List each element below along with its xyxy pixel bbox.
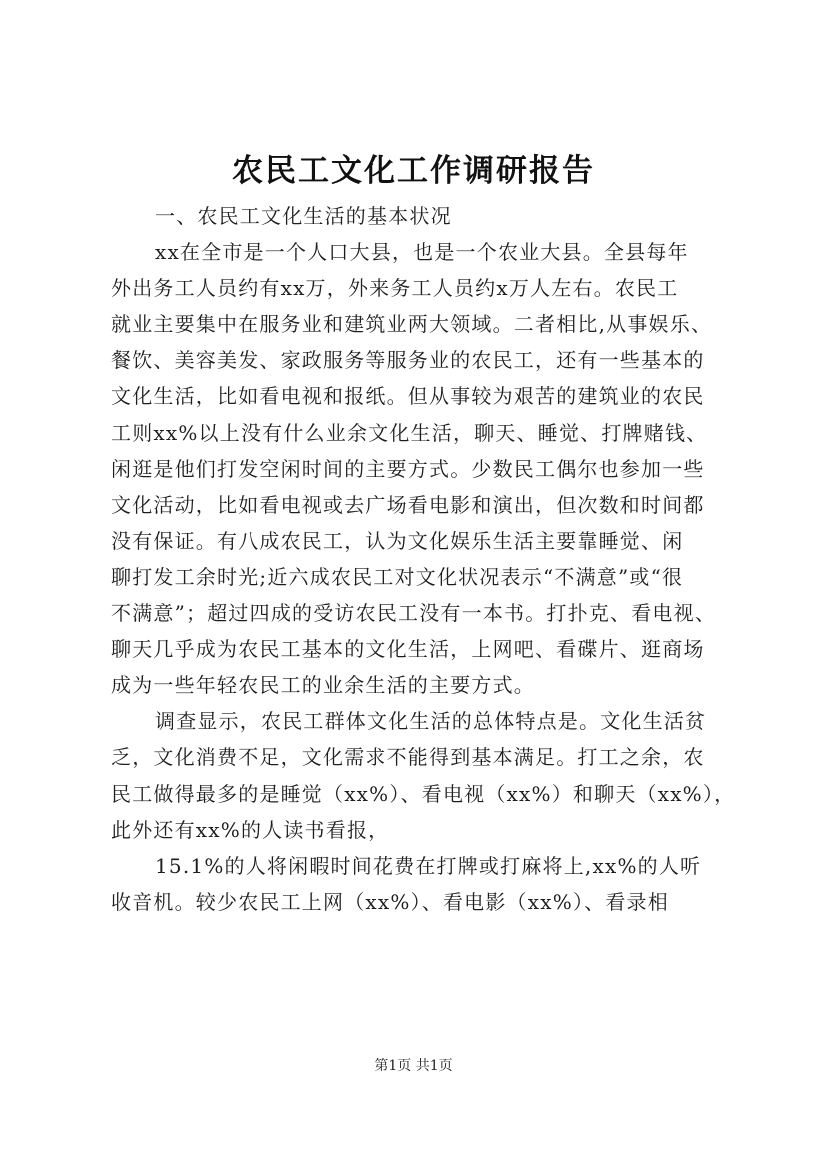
paragraph-line: 15.1%的人将闲暇时间花费在打牌或打麻将上,xx%的人听	[155, 853, 702, 878]
paragraph-line: 没有保证。有八成农民工，认为文化娱乐生活主要靠睡觉、闲	[111, 528, 684, 553]
page-indicator: 第1页 共1页	[374, 1058, 453, 1074]
paragraph-line: 乏，文化消费不足，文化需求不能得到基本满足。打工之余，农	[111, 745, 705, 770]
paragraph-line: xx在全市是一个人口大县，也是一个农业大县。全县每年	[155, 240, 689, 265]
paragraph-line: 民工做得最多的是睡觉（xx%）、看电视（xx%）和聊天（xx%），	[111, 781, 736, 806]
paragraph-line: 收音机。较少农民工上网（xx%）、看电影（xx%）、看录相	[111, 889, 669, 914]
paragraph-line: 工则xx%以上没有什么业余文化生活，聊天、睡觉、打牌赌钱、	[111, 420, 708, 445]
paragraph-line: 聊天几乎成为农民工基本的文化生活，上网吧、看碟片、逛商场	[111, 637, 705, 662]
paragraph-line: 此外还有xx%的人读书看报，	[111, 817, 390, 842]
paragraph-line: 成为一些年轻农民工的业余生活的主要方式。	[111, 673, 535, 698]
document-title: 农民工文化工作调研报告	[232, 153, 595, 189]
paragraph-line: 就业主要集中在服务业和建筑业两大领域。二者相比,从事娱乐、	[111, 312, 713, 337]
paragraph-line: 文化生活，比如看电视和报纸。但从事较为艰苦的建筑业的农民	[111, 384, 705, 409]
paragraph-line: 餐饮、美容美发、家政服务等服务业的农民工，还有一些基本的	[111, 348, 705, 373]
document-body	[111, 198, 736, 920]
paragraph-line: 调查显示，农民工群体文化生活的总体特点是。文化生活贫	[155, 709, 707, 734]
paragraph-line: 不满意”；超过四成的受访农民工没有一本书。打扑克、看电视、	[111, 601, 717, 626]
paragraph-line: 聊打发工余时光;近六成农民工对文化状况表示“不满意”或“很	[111, 564, 684, 589]
section-heading: 一、农民工文化生活的基本状况	[155, 204, 452, 228]
paragraph-line: 文化活动，比如看电视或去广场看电影和演出，但次数和时间都	[111, 492, 705, 517]
paragraph-line: 外出务工人员约有xx万，外来务工人员约x万人左右。农民工	[111, 276, 679, 301]
paragraph-line: 闲逛是他们打发空闲时间的主要方式。少数民工偶尔也参加一些	[111, 456, 705, 481]
